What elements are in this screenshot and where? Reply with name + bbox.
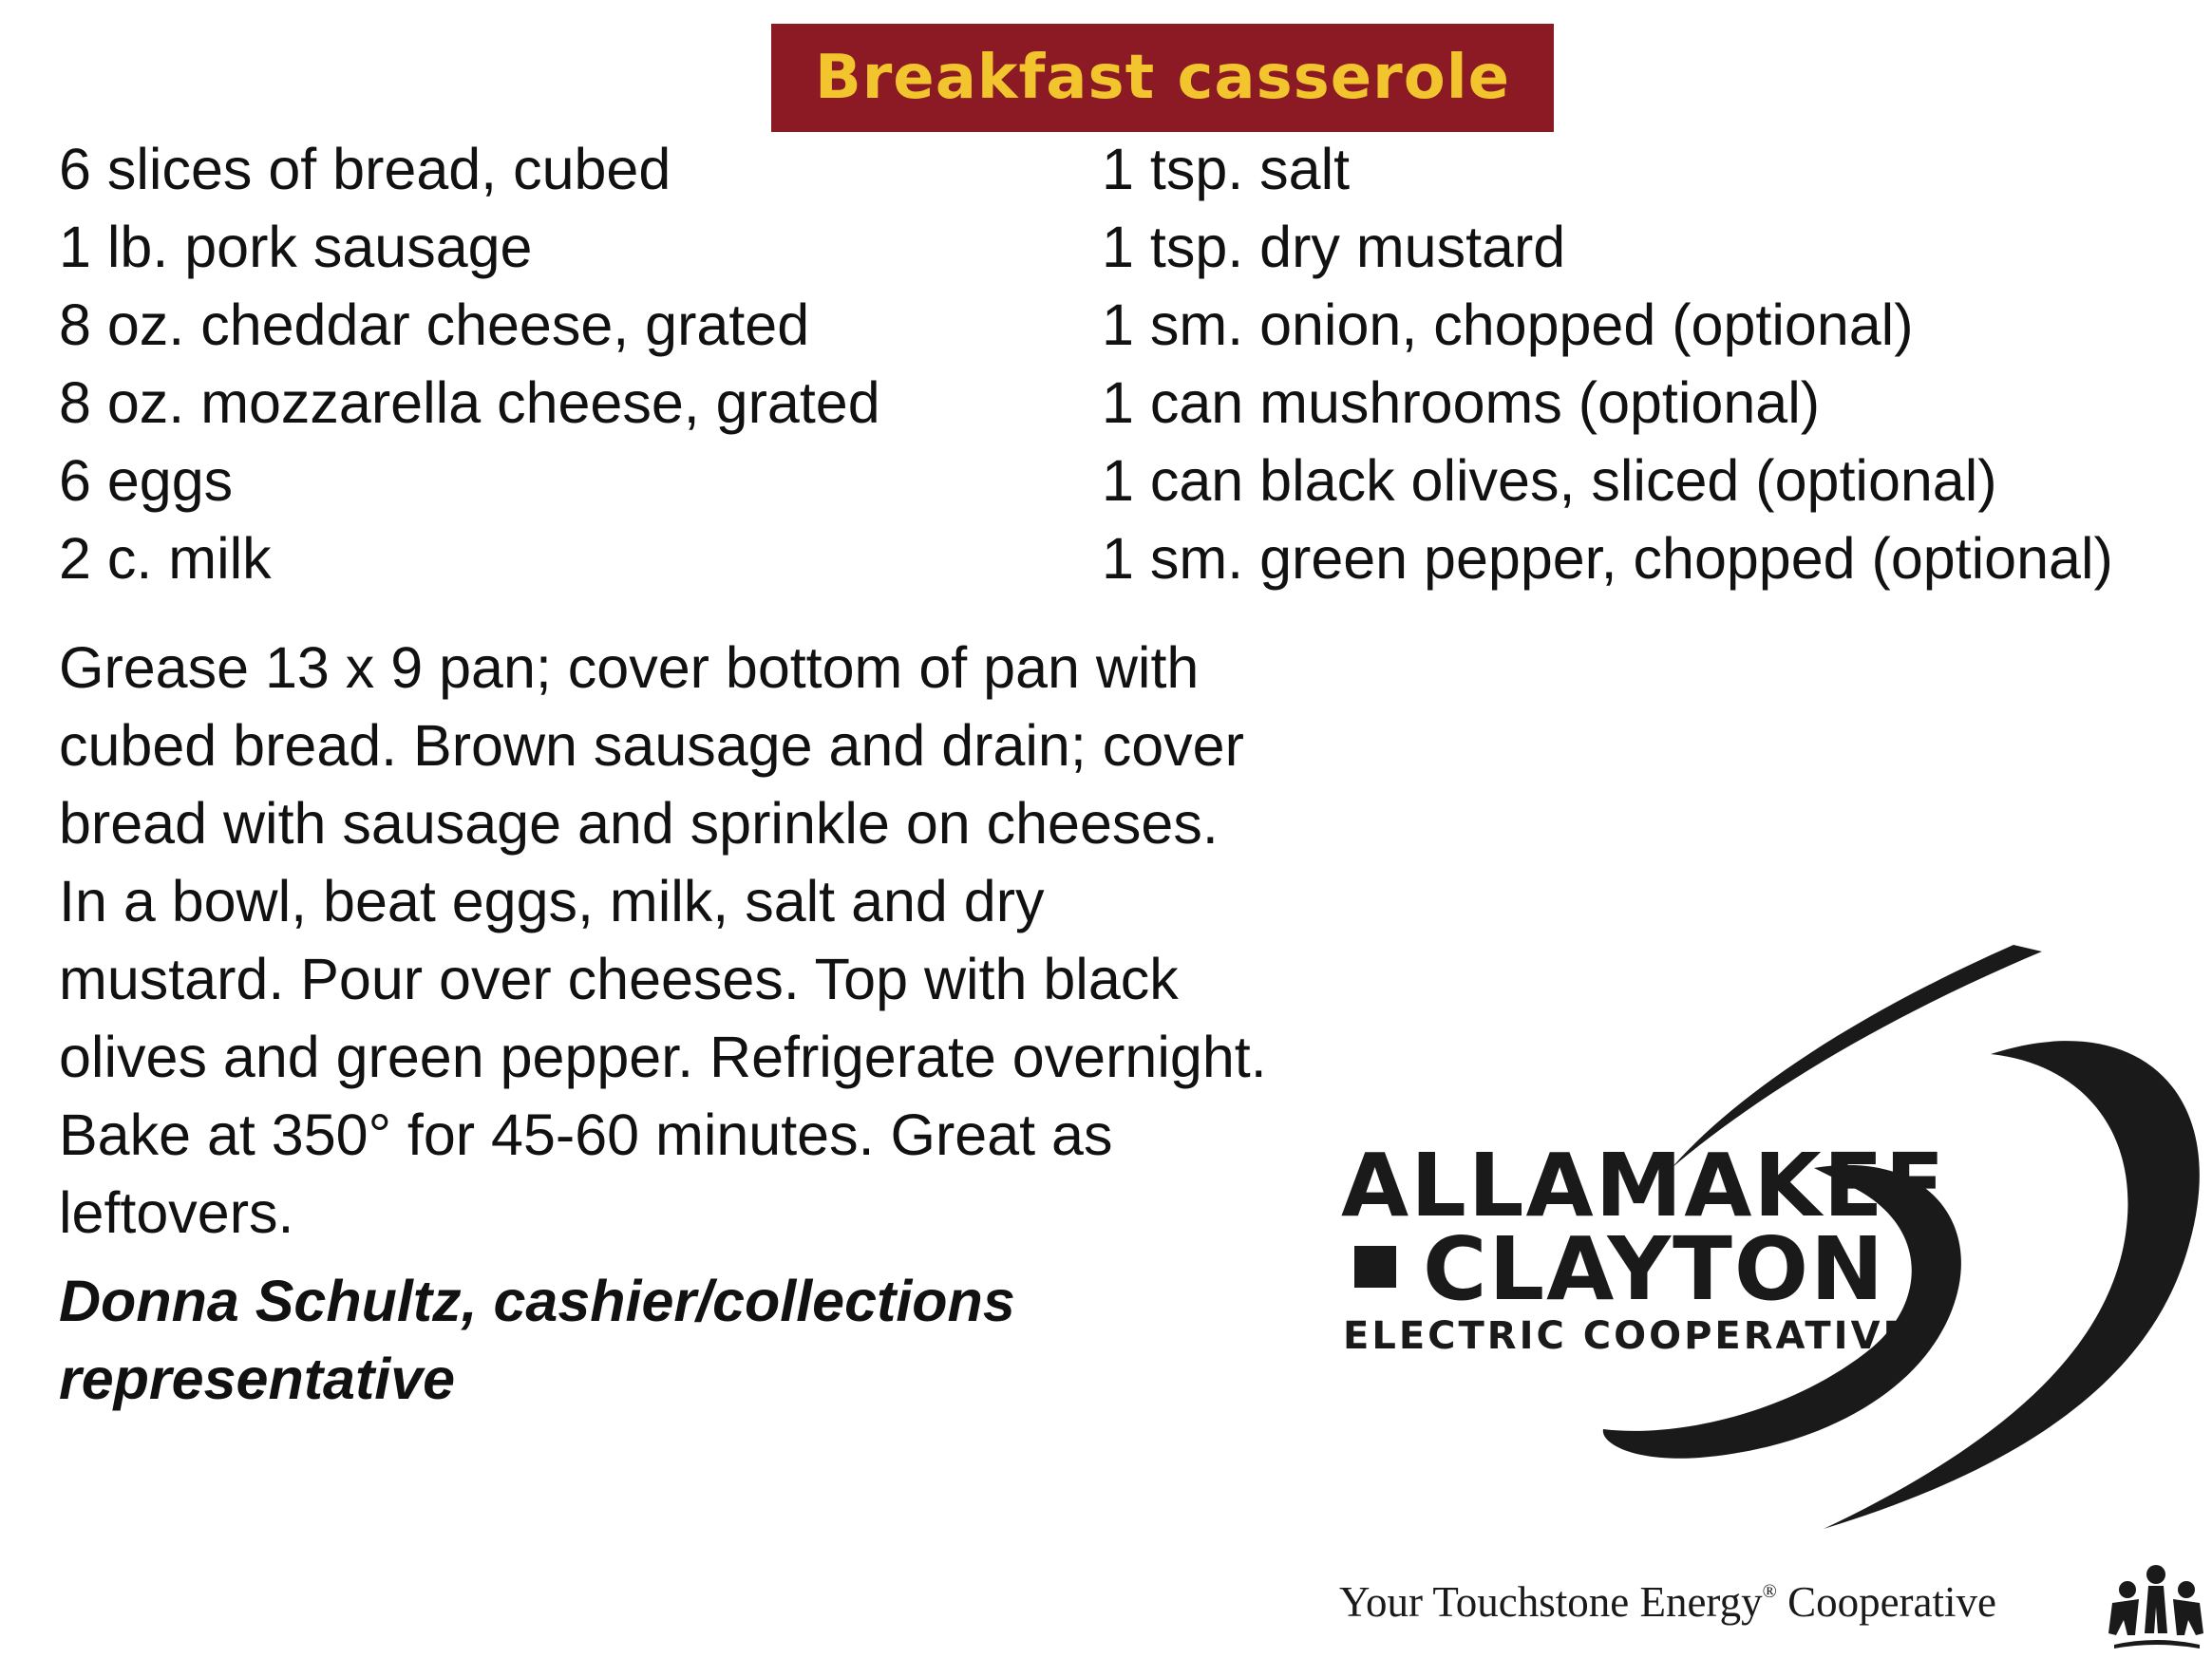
logo-line-electric-cooperative: ELECTRIC COOPERATIVE <box>1343 1314 1912 1358</box>
ingredient-item: 1 sm. green pepper, chopped (optional) <box>1102 526 2113 591</box>
ingredient-item: 1 lb. pork sausage <box>59 215 533 279</box>
ingredient-item: 6 eggs <box>59 448 234 513</box>
logo-line-allamakee: ALLAMAKEE <box>1341 1135 1947 1236</box>
cooperative-logo <box>1320 931 2203 1662</box>
ingredients-list-right <box>1102 130 2113 597</box>
touchstone-people-icon <box>2108 1565 2203 1649</box>
title-banner <box>771 24 1554 132</box>
ingredient-item: 8 oz. mozzarella cheese, grated <box>59 370 880 435</box>
ingredient-item: 1 can black olives, sliced (optional) <box>1102 448 1997 513</box>
tagline-part1: Your Touchstone Energy <box>1339 1578 1763 1626</box>
registered-mark: ® <box>1762 1581 1777 1602</box>
logo-tagline <box>1339 1578 1996 1626</box>
ingredient-item: 1 tsp. dry mustard <box>1102 215 1566 279</box>
logo-square-mark <box>1354 1246 1396 1288</box>
ingredient-item: 1 tsp. salt <box>1102 137 1351 201</box>
allamakee-clayton-logo-graphic <box>1320 931 2203 1662</box>
ingredient-item: 6 slices of bread, cubed <box>59 137 671 201</box>
ingredient-item: 1 can mushrooms (optional) <box>1102 370 1821 435</box>
ingredient-item: 1 sm. onion, chopped (optional) <box>1102 292 1914 357</box>
tagline-part2: Cooperative <box>1776 1578 1996 1626</box>
ingredients-list-left <box>59 130 880 597</box>
ingredient-item: 8 oz. cheddar cheese, grated <box>59 292 810 357</box>
recipe-attribution: Donna Schultz, cashier/collections representative <box>59 1269 1015 1411</box>
ingredient-item: 2 c. milk <box>59 526 272 591</box>
logo-line-clayton: CLAYTON <box>1423 1218 1886 1320</box>
recipe-title: Breakfast casserole <box>814 43 1511 113</box>
recipe-instructions: Grease 13 x 9 pan; cover bottom of pan with cubed bread. Brown sausage and drain; cover bread with sausage and sprinkle on cheeses. In a bowl, beat eggs, milk, salt and dry mustard. Pour over cheeses. Top with black olives and green pepper. Refrigerate overnight. Bake at 350° for 45-60 minutes. Great as leftovers. <box>59 635 1267 1245</box>
